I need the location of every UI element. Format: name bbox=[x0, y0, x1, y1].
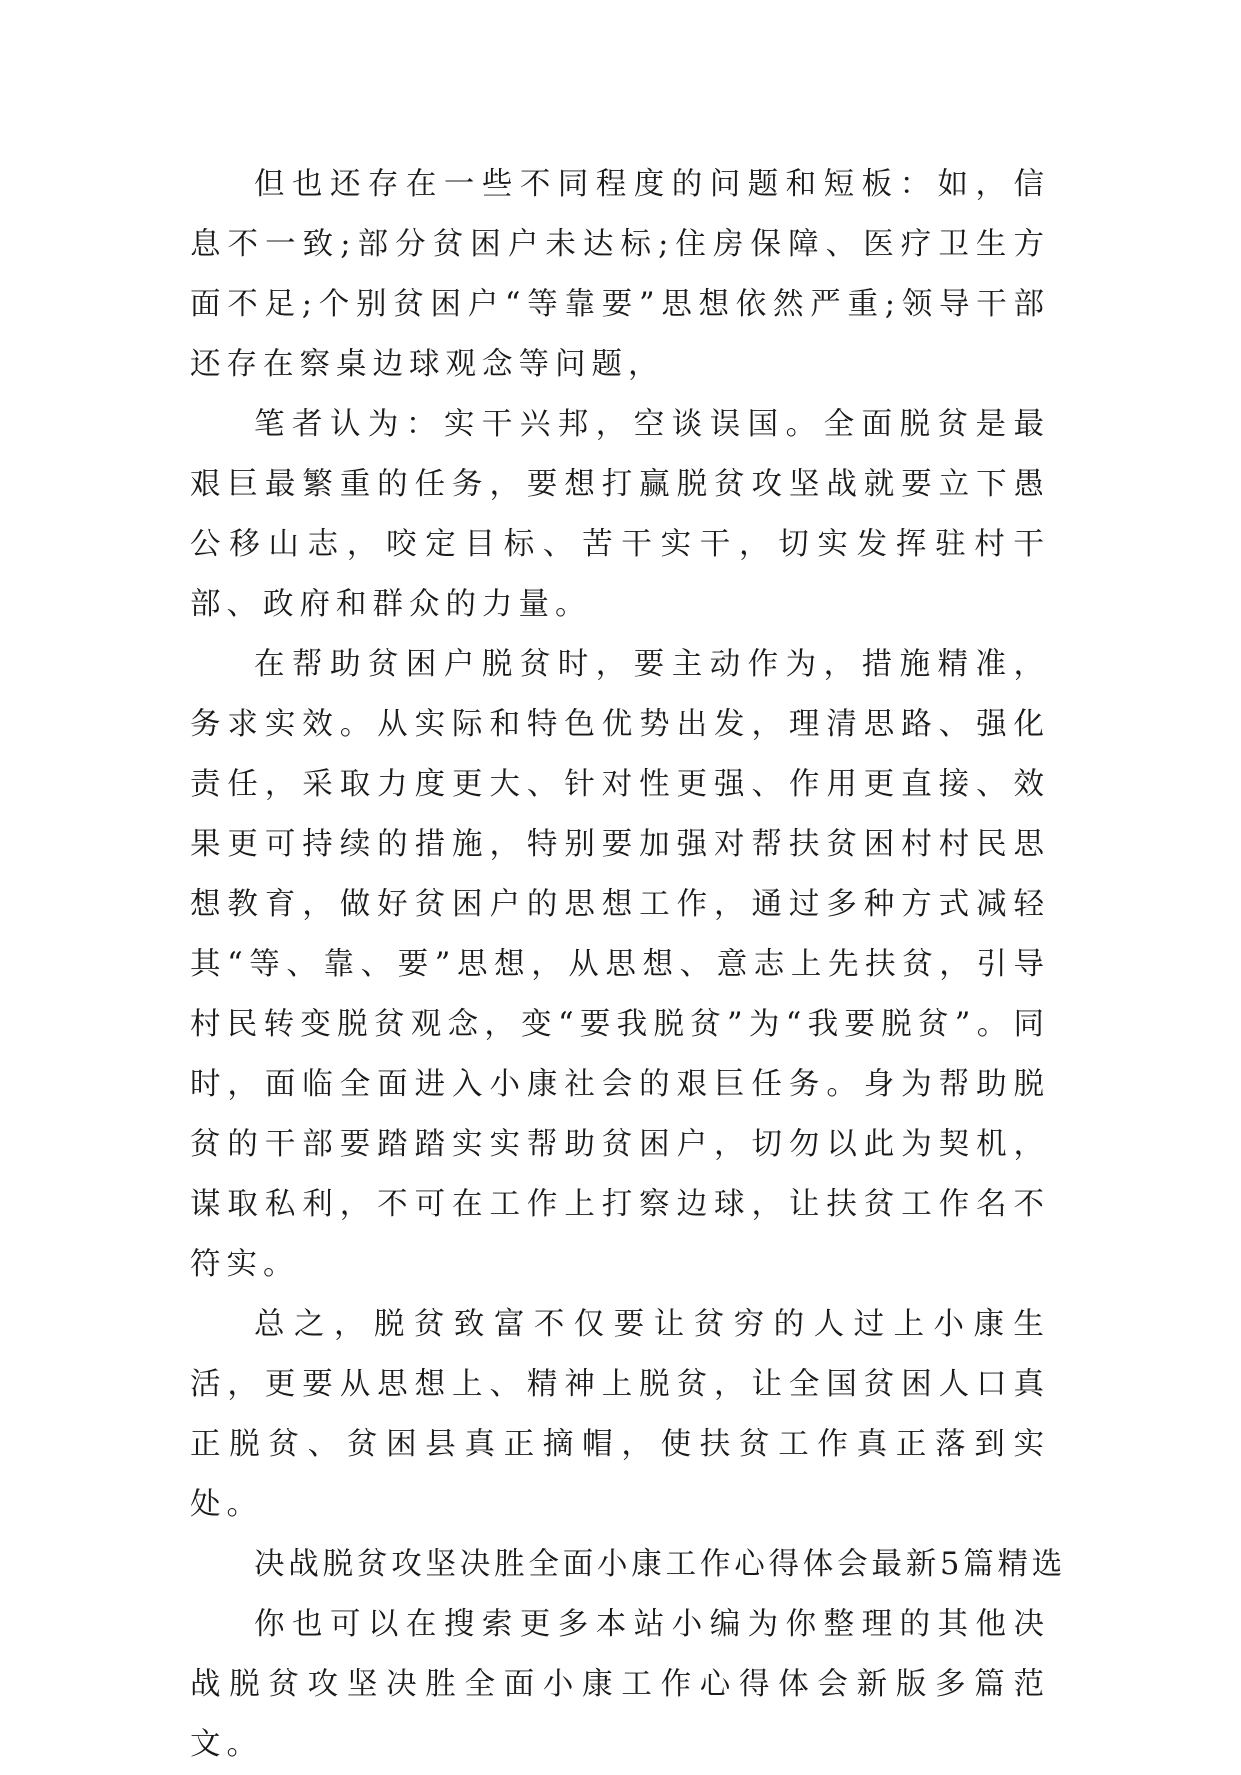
paragraph-problems: 但也还存在一些不同程度的问题和短板：如，信息不一致;部分贫困户未达标;住房保障、医疗卫生方面不足;个别贫困户“等靠要”思想依然严重;领导干部还存在察桌边球观念等问题， bbox=[190, 167, 1050, 382]
paragraph-measures: 在帮助贫困户脱贫时，要主动作为，措施精准，务求实效。从实际和特色优势出发，理清思路、强化责任，采取力度更大、针对性更强、作用更直接、效果更可持续的措施，特别要加强对帮扶贫困村村民思想教育，做好贫困户的思想工作，通过多种方式减轻其“等、靠、要”思想，从思想、意志上先扶贫，引导村民转变脱贫观念，变“要我脱贫”为“我要脱贫”。同时，面临全面进入小康社会的艰巨任务。身为帮助脱贫的干部要踏踏实实帮助贫困户，切勿以此为契机，谋取私利，不可在工作上打察边球，让扶贫工作名不符实。 bbox=[190, 647, 1050, 1282]
document-body bbox=[190, 155, 1067, 1775]
paragraph-author-view: 笔者认为：实干兴邦，空谈误国。全面脱贫是最艰巨最繁重的任务，要想打赢脱贫攻坚战就要立下愚公移山志，咬定目标、苦干实干，切实发挥驻村干部、政府和群众的力量。 bbox=[190, 407, 1050, 622]
paragraph-title-line: 决战脱贫攻坚决胜全面小康工作心得体会最新5篇精选 bbox=[254, 1547, 1067, 1582]
paragraph-more-articles: 你也可以在搜索更多本站小编为你整理的其他决战脱贫攻坚决胜全面小康工作心得体会新版多篇范文。 bbox=[190, 1607, 1050, 1762]
paragraph-conclusion: 总之，脱贫致富不仅要让贫穷的人过上小康生活，更要从思想上、精神上脱贫，让全国贫困人口真正脱贫、贫困县真正摘帽，使扶贫工作真正落到实处。 bbox=[190, 1307, 1050, 1522]
